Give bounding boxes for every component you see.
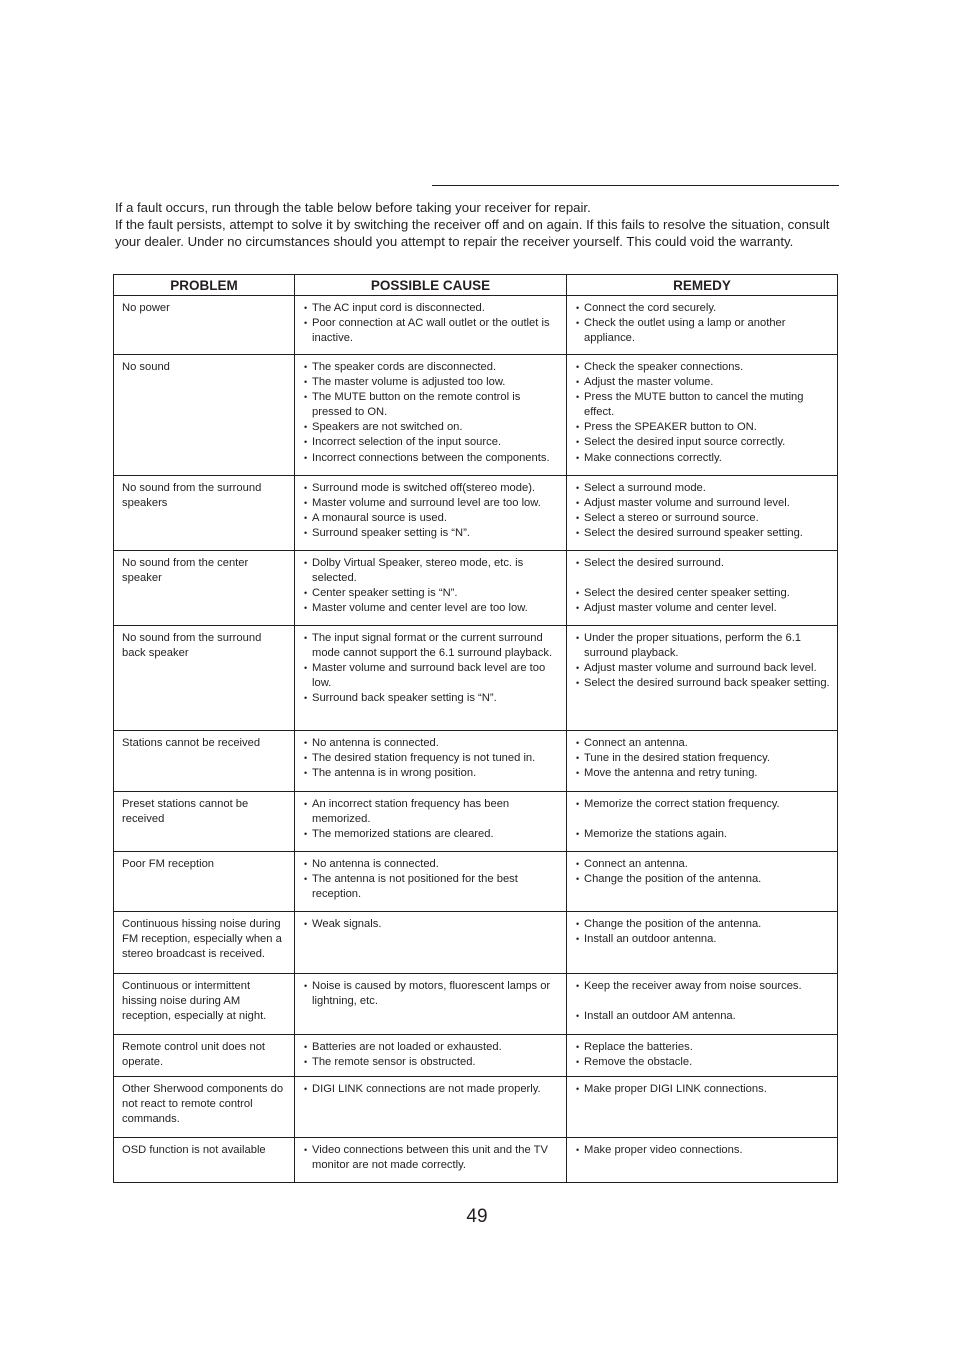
table-row — [114, 476, 838, 551]
cause-cell — [295, 852, 567, 912]
table-row — [114, 852, 838, 912]
table-header-row — [114, 275, 838, 296]
header-problem: PROBLEM — [114, 275, 295, 296]
intro-text — [115, 199, 840, 250]
problem-cell: Poor FM reception — [114, 852, 295, 912]
cause-item: • Speakers are not switched on. — [303, 420, 560, 435]
cause-item: • Master volume and surround back level are too low. — [303, 661, 560, 691]
remedy-list — [575, 481, 831, 541]
remedy-item: • Connect an antenna. — [575, 736, 831, 751]
cause-cell — [295, 1138, 567, 1183]
remedy-item: • Select the desired center speaker setting. — [575, 586, 831, 601]
remedy-item: • Make proper video connections. — [575, 1143, 831, 1158]
cause-item: • The MUTE button on the remote control is pressed to ON. — [303, 390, 560, 420]
problem-cell: No sound from the center speaker — [114, 551, 295, 626]
table-row — [114, 1077, 838, 1138]
cause-list — [303, 631, 560, 706]
cause-list — [303, 301, 560, 346]
remedy-item: • Adjust the master volume. — [575, 375, 831, 390]
remedy-item: • Change the position of the antenna. — [575, 917, 831, 932]
cause-item: • An incorrect station frequency has been memorized. — [303, 797, 560, 827]
cause-list — [303, 917, 560, 932]
cause-cell — [295, 355, 567, 476]
cause-cell — [295, 626, 567, 731]
cause-item: • Surround back speaker setting is “N”. — [303, 691, 560, 706]
remedy-cell — [567, 626, 838, 731]
cause-cell — [295, 551, 567, 626]
remedy-item: • Connect the cord securely. — [575, 301, 831, 316]
cause-item: • DIGI LINK connections are not made properly. — [303, 1082, 560, 1097]
cause-item: • Incorrect selection of the input source. — [303, 435, 560, 450]
cause-item: • The master volume is adjusted too low. — [303, 375, 560, 390]
cause-item: • The desired station frequency is not tuned in. — [303, 751, 560, 766]
cause-cell — [295, 296, 567, 355]
cause-item: • Dolby Virtual Speaker, stereo mode, etc. is selected. — [303, 556, 560, 586]
cause-item: • The memorized stations are cleared. — [303, 827, 560, 842]
intro-paragraph-2: If the fault persists, attempt to solve it by switching the receiver off and on again. If this fails to resolve the situation, consult your dealer. Under no circumstances should you attempt to repair the receiver yourself. This could void the warranty. — [115, 217, 830, 249]
problem-cell: Continuous or intermittent hissing noise during AM reception, especially at night. — [114, 974, 295, 1035]
cause-item: • The remote sensor is obstructed. — [303, 1055, 560, 1070]
remedy-item: • Select the desired surround speaker setting. — [575, 526, 831, 541]
remedy-list — [575, 797, 831, 842]
remedy-cell — [567, 551, 838, 626]
remedy-item: • Check the speaker connections. — [575, 360, 831, 375]
problem-cell: OSD function is not available — [114, 1138, 295, 1183]
troubleshooting-table — [113, 274, 838, 1183]
remedy-item: • Press the SPEAKER button to ON. — [575, 420, 831, 435]
cause-item: • The input signal format or the current surround mode cannot support the 6.1 surround playback. — [303, 631, 560, 661]
problem-cell: Preset stations cannot be received — [114, 792, 295, 852]
cause-item: • Surround mode is switched off(stereo mode). — [303, 481, 560, 496]
remedy-item: • Adjust master volume and surround level. — [575, 496, 831, 511]
cause-item: • The antenna is not positioned for the best reception. — [303, 872, 560, 902]
remedy-list — [575, 979, 831, 1024]
remedy-list — [575, 917, 831, 947]
remedy-list — [575, 1082, 831, 1097]
remedy-list — [575, 1040, 831, 1070]
remedy-item: • Select a stereo or surround source. — [575, 511, 831, 526]
remedy-item: • Memorize the correct station frequency. — [575, 797, 831, 812]
table-body — [114, 296, 838, 1183]
remedy-item: • Make proper DIGI LINK connections. — [575, 1082, 831, 1097]
table-row — [114, 731, 838, 792]
remedy-list — [575, 360, 831, 466]
cause-item: • The antenna is in wrong position. — [303, 766, 560, 781]
intro-paragraph-1: If a fault occurs, run through the table below before taking your receiver for repair. — [115, 200, 591, 215]
cause-item: • Poor connection at AC wall outlet or the outlet is inactive. — [303, 316, 560, 346]
cause-item: • Master volume and center level are too low. — [303, 601, 560, 616]
cause-list — [303, 481, 560, 541]
remedy-cell — [567, 476, 838, 551]
cause-cell — [295, 792, 567, 852]
remedy-item: • Press the MUTE button to cancel the muting effect. — [575, 390, 831, 420]
problem-cell: Remote control unit does not operate. — [114, 1035, 295, 1077]
remedy-item: • Keep the receiver away from noise sources. — [575, 979, 831, 994]
header-remedy: REMEDY — [567, 275, 838, 296]
section-rule — [432, 185, 839, 186]
problem-cell: No sound from the surround speakers — [114, 476, 295, 551]
table-row — [114, 551, 838, 626]
header-possible-cause: POSSIBLE CAUSE — [295, 275, 567, 296]
remedy-list — [575, 301, 831, 346]
problem-cell: No sound from the surround back speaker — [114, 626, 295, 731]
remedy-item: • Install an outdoor antenna. — [575, 932, 831, 947]
remedy-list — [575, 1143, 831, 1158]
remedy-item: • Select the desired input source correctly. — [575, 435, 831, 450]
cause-cell — [295, 974, 567, 1035]
cause-item: • Weak signals. — [303, 917, 560, 932]
cause-item: • The AC input cord is disconnected. — [303, 301, 560, 316]
problem-cell: Continuous hissing noise during FM reception, especially when a stereo broadcast is received. — [114, 912, 295, 974]
cause-list — [303, 736, 560, 781]
remedy-item: • Select a surround mode. — [575, 481, 831, 496]
remedy-cell — [567, 852, 838, 912]
remedy-list — [575, 857, 831, 887]
table-row — [114, 792, 838, 852]
remedy-item: • Adjust master volume and surround back level. — [575, 661, 831, 676]
remedy-item: • Under the proper situations, perform the 6.1 surround playback. — [575, 631, 831, 661]
remedy-spacer — [575, 994, 831, 1009]
page-number: 49 — [466, 1206, 488, 1227]
remedy-cell — [567, 974, 838, 1035]
cause-cell — [295, 476, 567, 551]
remedy-item: • Move the antenna and retry tuning. — [575, 766, 831, 781]
remedy-cell — [567, 792, 838, 852]
remedy-item: • Check the outlet using a lamp or another appliance. — [575, 316, 831, 346]
remedy-item: • Install an outdoor AM antenna. — [575, 1009, 831, 1024]
table-row — [114, 1035, 838, 1077]
remedy-cell — [567, 912, 838, 974]
remedy-item: • Select the desired surround. — [575, 556, 831, 571]
remedy-cell — [567, 1138, 838, 1183]
remedy-cell — [567, 355, 838, 476]
remedy-list — [575, 631, 831, 691]
table-row — [114, 974, 838, 1035]
remedy-spacer — [575, 812, 831, 827]
remedy-cell — [567, 731, 838, 792]
cause-cell — [295, 912, 567, 974]
cause-cell — [295, 1077, 567, 1138]
remedy-item: • Memorize the stations again. — [575, 827, 831, 842]
table-row — [114, 296, 838, 355]
cause-list — [303, 1143, 560, 1173]
remedy-cell — [567, 296, 838, 355]
problem-cell: No power — [114, 296, 295, 355]
remedy-list — [575, 736, 831, 781]
cause-list — [303, 1082, 560, 1097]
cause-list — [303, 979, 560, 1009]
remedy-item: • Change the position of the antenna. — [575, 872, 831, 887]
remedy-item: • Replace the batteries. — [575, 1040, 831, 1055]
cause-item: • No antenna is connected. — [303, 736, 560, 751]
cause-cell — [295, 731, 567, 792]
remedy-cell — [567, 1035, 838, 1077]
cause-list — [303, 556, 560, 616]
remedy-item: • Make connections correctly. — [575, 451, 831, 466]
cause-item: • Noise is caused by motors, fluorescent lamps or lightning, etc. — [303, 979, 560, 1009]
cause-item: • The speaker cords are disconnected. — [303, 360, 560, 375]
table-row — [114, 626, 838, 731]
remedy-list — [575, 556, 831, 616]
problem-cell: No sound — [114, 355, 295, 476]
cause-item: • Center speaker setting is “N”. — [303, 586, 560, 601]
remedy-item: • Tune in the desired station frequency. — [575, 751, 831, 766]
table-row — [114, 1138, 838, 1183]
cause-item: • No antenna is connected. — [303, 857, 560, 872]
cause-list — [303, 1040, 560, 1070]
cause-item: • A monaural source is used. — [303, 511, 560, 526]
cause-list — [303, 797, 560, 842]
cause-item: • Incorrect connections between the components. — [303, 451, 560, 466]
problem-cell: Stations cannot be received — [114, 731, 295, 792]
remedy-cell — [567, 1077, 838, 1138]
remedy-item: • Remove the obstacle. — [575, 1055, 831, 1070]
remedy-spacer — [575, 571, 831, 586]
problem-cell: Other Sherwood components do not react to remote control commands. — [114, 1077, 295, 1138]
cause-list — [303, 857, 560, 902]
cause-item: • Surround speaker setting is “N”. — [303, 526, 560, 541]
table-row — [114, 912, 838, 974]
cause-item: • Batteries are not loaded or exhausted. — [303, 1040, 560, 1055]
table-row — [114, 355, 838, 476]
remedy-item: • Select the desired surround back speaker setting. — [575, 676, 831, 691]
cause-item: • Video connections between this unit and the TV monitor are not made correctly. — [303, 1143, 560, 1173]
remedy-item: • Adjust master volume and center level. — [575, 601, 831, 616]
cause-cell — [295, 1035, 567, 1077]
cause-item: • Master volume and surround level are too low. — [303, 496, 560, 511]
cause-list — [303, 360, 560, 466]
remedy-item: • Connect an antenna. — [575, 857, 831, 872]
